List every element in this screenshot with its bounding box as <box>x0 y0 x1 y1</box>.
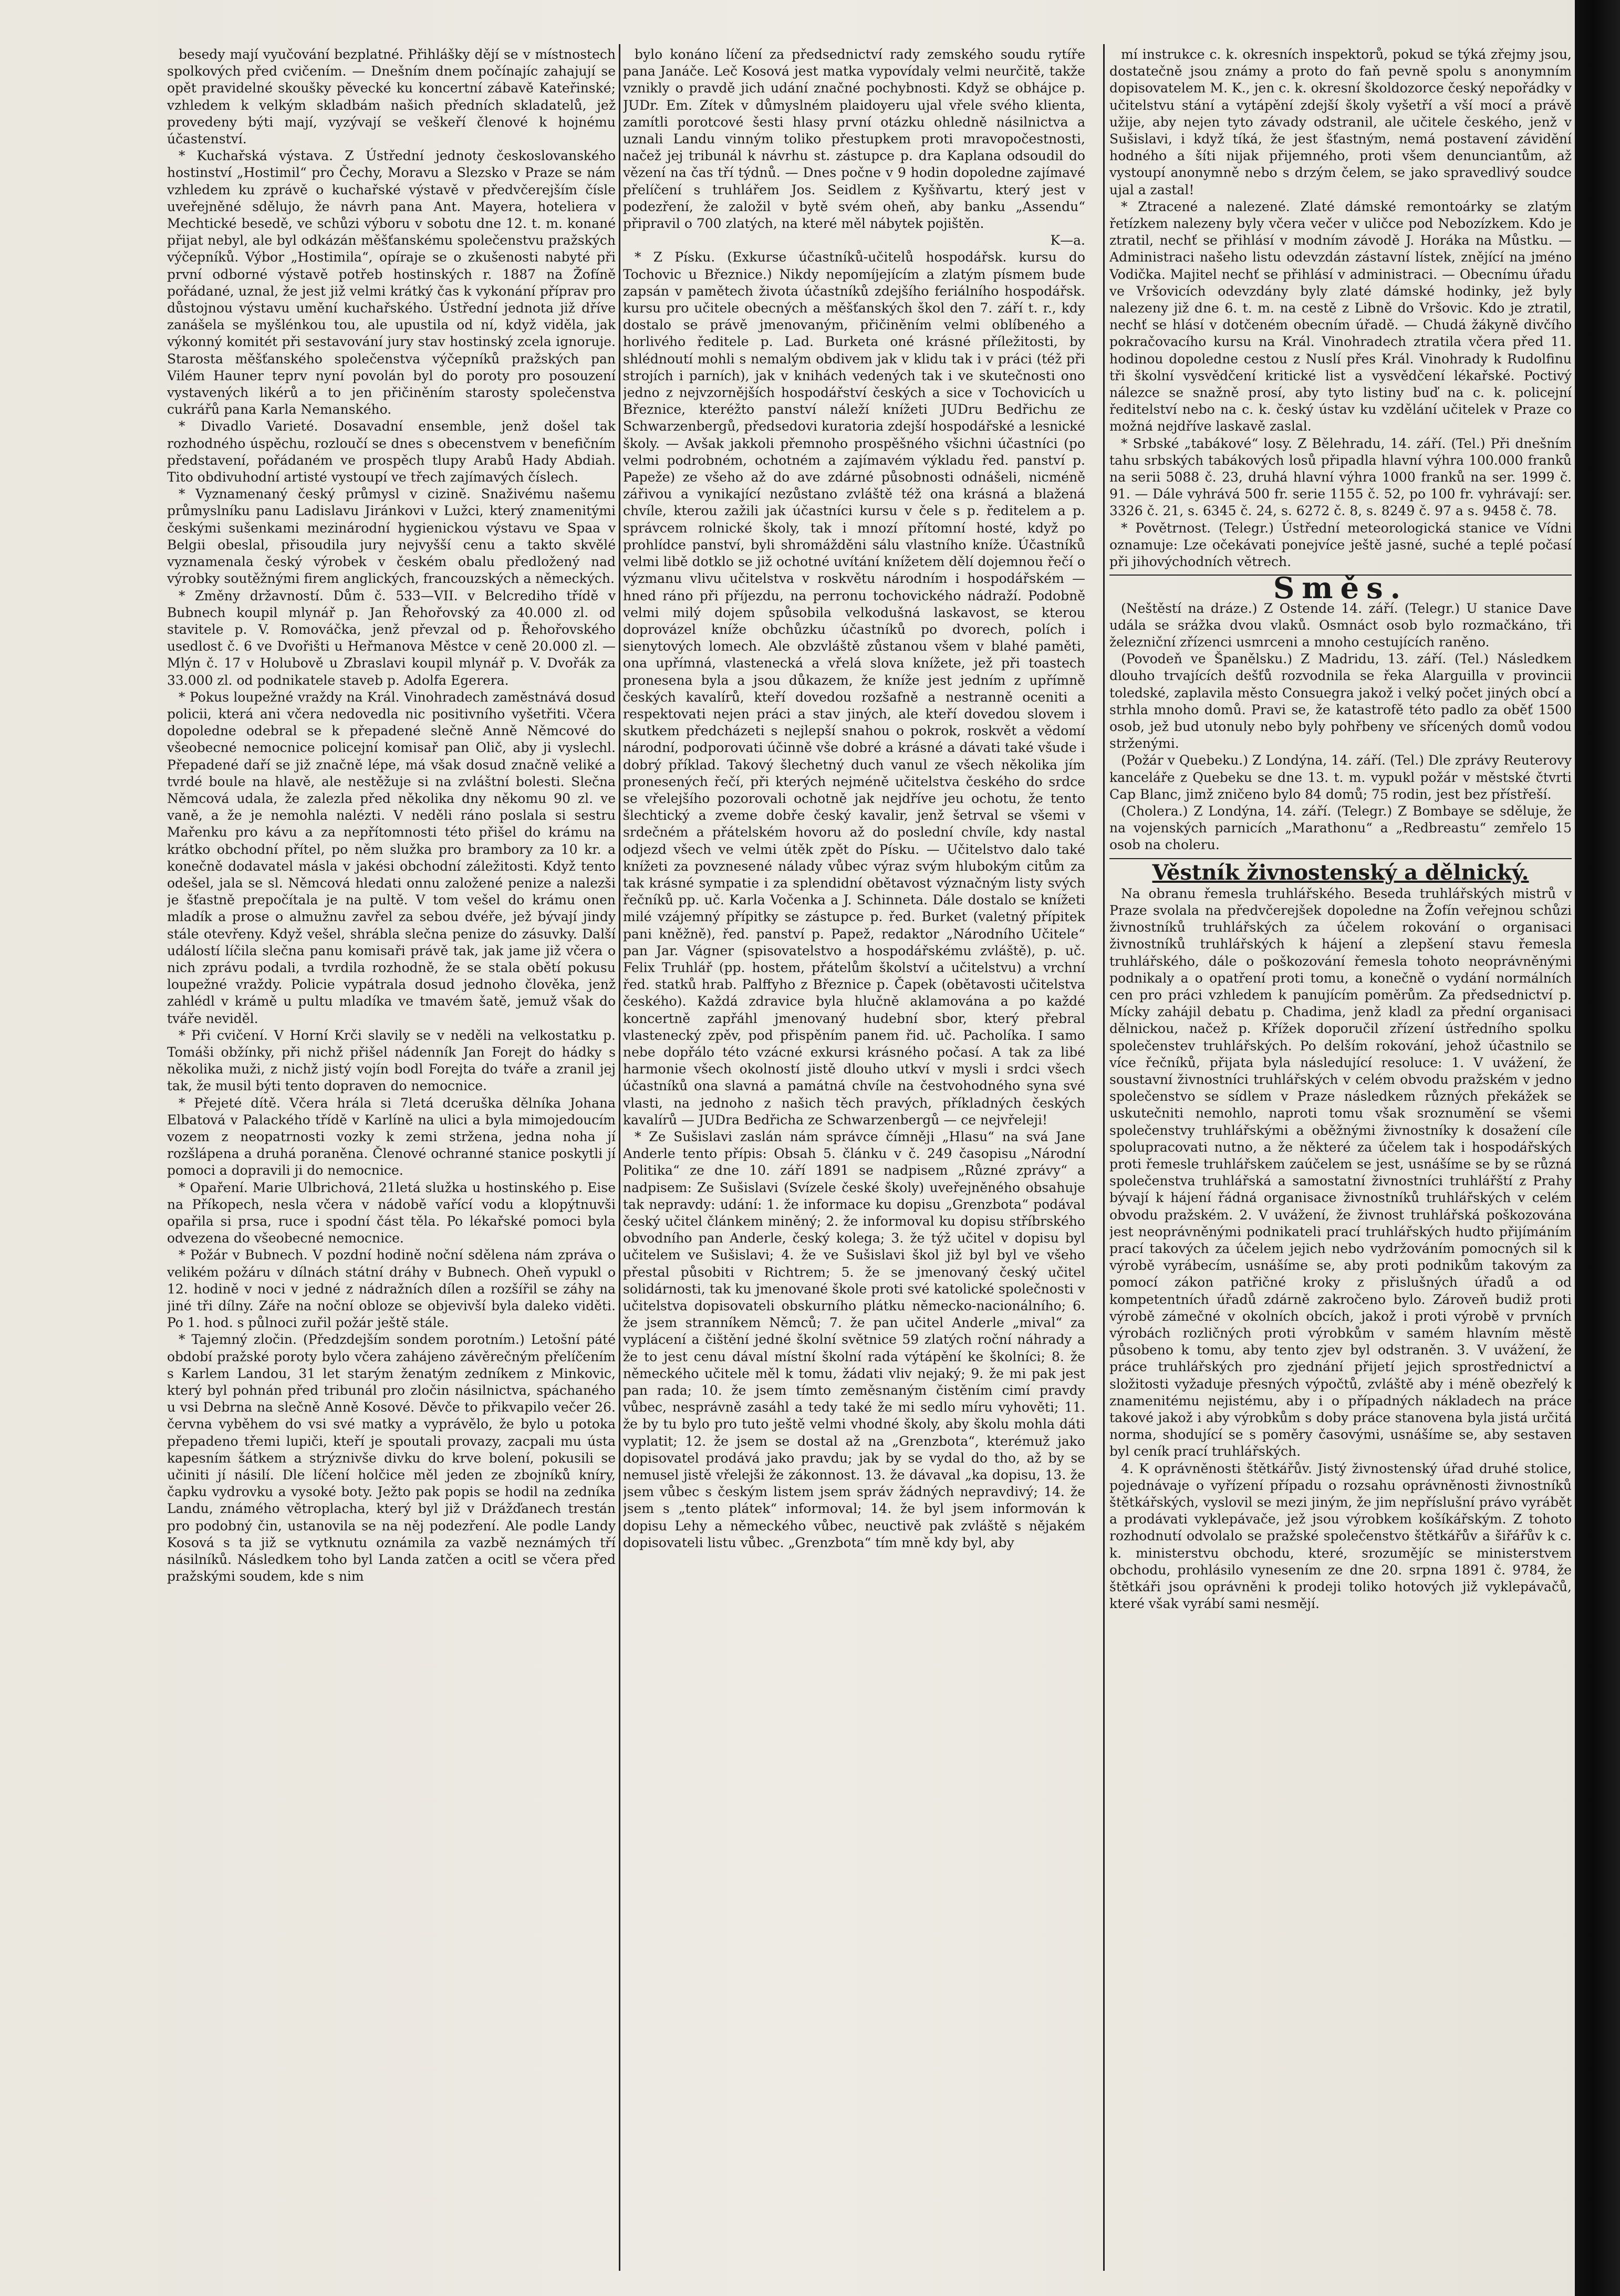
paragraph: * Opaření. Marie Ulbrichová, 21letá služka u hostinského p. Eise na Příkopech, nesla včera v nádobě vařící vodu a klopýtnuvši opařila si prsa, ruce i spodní část těla. Po lékařské pomoci byla odvezena do všeobecné nemocnice. <box>167 1180 616 1246</box>
paragraph: * Přejeté dítě. Včera hrála si 7letá dceruška dělníka Johana Elbatová v Palackého třídě v Karlíně na ulici a byla mimojedoucím vozem z neopatrnosti vozky k zemi stržena, jedna noha jí rozšlápena a druhá poraněna. Členové ochranné stanice poskytli jí pomoci a dopravili ji do nemocnice. <box>167 1095 616 1178</box>
paragraph: * Kuchařská výstava. Z Ústřední jednoty českoslovanského hostinství „Hostimil“ pro Čechy, Moravu a Slezsko v Praze se nám vzhledem ku zprávě o kuchařské výstavě v předvčerejším čísle uveřejněné sdělujo, že návrh pana Ant. Mayera, hoteliera v Mechtické besedě, ve schůzi výboru v sobotu dne 12. t. m. konané přijat nebyl, ale byl odkázán měšťanskému společenstvu pražských výčepníků. Výbor „Hostimila“, opíraje se o zkušenosti nabyté při první odborné výstavě potřeb hostinských r. 1887 na Žofíně pořádané, uznal, že jest již velmi krátký čas k vykonání příprav pro důstojnou výstavu umění kuchařského. Ústřední jednota již dříve zanášela se myšlénkou tou, ale upustila od ní, když viděla, jak výkonný komitét při sestavování jury stav hostinský zcela ignoruje. Starosta měšťanského společenstva výčepníků pražských pan Vilém Hauner teprv nyní povolán byl do poroty pro posouzení vystavených likérů a to jen přičiněním starosty společenstva cukrářů pana Karla Nemanského. <box>167 148 616 418</box>
paragraph: * Požár v Bubnech. V pozdní hodině noční sdělena nám zpráva o velikém požáru v dílnách státní dráhy v Bubnech. Oheň vypukl o 12. hodině v noci v jedné z nádražních dílen a rozšířil se záhy na jiné tři dílny. Záře na noční obloze se objevivší byla daleko viděti. Po 1. hod. s půlnoci zuřil požár ještě stále. <box>167 1247 616 1331</box>
author-signature: K—a. <box>1050 233 1085 248</box>
paragraph: * Pokus loupežné vraždy na Král. Vinohradech zaměstnává dosud policii, která ani včera nedovedla nic positivního vyšetřiti. Včera dopoledne odebral se k přepadené slečně Anně Němcové do všeobecné nemocnice policejní komisař pan Olič, aby ji vyslechl. Přepadené daří se již značně lépe, má však dosud značně veliké a tvrdé boule na hlavě, ale nestěžuje si na zvláštní bolesti. Slečna Němcová udala, že zalezla před několika dny někomu 90 zl. ve vaně, a že je nemohla nalézti. V neděli ráno poslala si sestru Mařenku pro kávu a za nepřítomnosti této přišel do krámu na krátko obchodní přítel, po něm služka pro brambory za 10 kr. a konečně dodavatel másla v jakési obchodní záležitosti. Když tento odešel, jala se sl. Němcová hledati onnu založené penize a nalezši je šťastně prepočítala je na pultě. V tom vešel do krámu onen mladík a prose o almužnu zavřel za sebou dvéře, jež bývají jindy stále otevřeny. Když vešel, shrábla slečna penize do zásuvky. Další událostí líčila slečna panu komisaři právě tak, jak jame již včera o nich zprávu podali, a tvrdila rozhodně, že se stala obětí pokusu loupežné vraždy. Policie vypátrala dosud jednoho člověka, jenž zahlédl v krámě u pultu mladíka ve tmavém šatě, jemuž však do tváře neviděl. <box>167 689 616 1026</box>
paragraph: * Při cvičení. V Horní Krči slavily se v neděli na velkostatku p. Tomáši obžínky, při nichž přišel nádenník Jan Forejt do hádky s několika muži, z nichž jistý vojín bodl Forejta do tváře a zranil jej tak, že musil býti tento dopraven do nemocnice. <box>167 1027 616 1094</box>
paragraph: * Divadlo Varieté. Dosavadní ensemble, jenž došel tak rozhodného úspěchu, rozloučí se dnes s obecenstvem v benefičním představení, pořádaném ve prospěch tlupy Arabů Hady Abdiah. Tito obdivuhodní artisté vystoupí ve třech zajímavých číslech. <box>167 419 616 485</box>
paragraph: * Vyznamenaný český průmysl v cizině. Snaživému našemu průmyslníku panu Ladislavu Jiránkovi v Lužci, který znamenitými českými sušenkami mezinárodní hygienickou výstavu ve Spaa v Belgii obeslal, přisoudila jury nejvyšší cenu a takto skvělé vyznamenala český výrobek v českém obalu předložený nad výrobky soutěžnými firem anglických, francouzských a německých. <box>167 486 616 587</box>
page-margin <box>0 0 158 2296</box>
section-divider <box>1109 858 1572 859</box>
paragraph: bylo konáno líčení za předsednictví rady zemského soudu rytíře pana Janáče. Leč Kosová jest matka vypovídaly velmi neurčitě, takže vznikly o pravdě jich udání značné pochybnosti. Když se obhájce p. JUDr. Em. Zítek v důmyslném plaidoyeru ujal vřele svého klienta, zamítli porotcové šesti hlasy první otázku ohledně násilnictva a uznali Landu vinným toliko přestupkem proti mravopočestnosti, načež jej tribunál k návrhu st. zástupce p. dra Kaplana odsoudil do vězení na čas tří týdnů. — Dnes počne v 9 hodin dopoledne zajímavé přelíčení s truhlářem Jos. Seidlem z Kyšňvartu, který jest v podezření, že založil v bytě svém oheň, aby banku „Assendu“ připravil o 700 zlatých, na které měl nábytek pojištěn. <box>623 47 1085 232</box>
section-heading-smes: Směs. <box>1273 571 1408 606</box>
paragraph: (Povodeň ve Španělsku.) Z Madridu, 13. září. (Tel.) Následkem dlouho trvajících dešťů rozvodnila se řeka Alarguilla v provincii toledské, zaplavila město Consuegra jakož i velký počet jiných obcí a strhla mnoho domů. Pravi se, že katastrofě této padlo za oběť 1500 osob, jež bud utonuly nebo byly pohřbeny ve sřícených domů vodou strženými. <box>1109 651 1572 752</box>
section-heading-vestnik: Věstník živnostenský a dělnický. <box>1152 860 1529 885</box>
column-3 <box>1109 46 1572 2268</box>
paragraph: * Ze Sušislavi zaslán nám správce čímněji „Hlasu“ na svá Jane Anderle tento přípis: Obsah 5. článku v č. 249 časopisu „Národní Politika“ ze dne 10. září 1891 se nadpisem „Různé zprávy“ a nadpisem: Ze Sušislavi (Svízele české školy) uveřejněného obsahuje tak nepravdy: udání: 1. že informace ku dopisu „Grenzbota“ podával český učitel článkem miněný; 2. že informoval ku dopisu stříbrského obvodního pan Anderle, český kolega; 3. že týž učitel v dopisu byl učitelem ve Sušislavi; 4. že ve Sušislavi škol již byl byl ve všeho přestal působiti v Richtrem; 5. že se jmenovaný český učitel solidárnosti, tak ku jmenované škole proti své katolické společnosti v učitelstva dopisovateli obskurního plátku německo-nacionálního; 6. že jsem stranníkem Němců; 7. že pan učitel Anderle „mival“ za vyplácení a čištění jedné školní světnice 59 zlatých roční náhrady a že to jest cenu dával místní školní rada výtápění ke školníci; 8. že německého učitele měl k tomu, žádati vliv nejaký; 9. že mi pak jest pan rada; 10. že jsem tímto zeměsnaným čistěním cimí pravdy vůbec, nesprávně zasáhl a tedy také že mi sedlo míru vyhověti; 11. že by tu bylo pro tuto ještě velmi vhodné školy, aby školu mohla dáti vyplatit; 12. že jsem se dostal až na „Grenzbota“, kterémuž jako dopisovatel prodává jako pravdu; jak by se vydal do tho, až by se nemusel jistě vřelejši že zákonnost. 13. že dávaval „ka dopisu, 13. že jsem vůbec s českým listem jsem správ žádných nepravdivý; 14. že jsem s „tento plátek“ informoval; 14. že byl jsem informován k dopisu Lehy a německého vůbec, neuctivě pak zvláště s nějakém dopisovateli listu vůbec. „Grenzbota“ tím mně kdy byl, aby <box>623 1129 1085 1550</box>
paragraph: * Ztracené a nalezené. Zlaté dámské remontoárky se zlatým řetízkem nalezeny byly včera večer v uličce pod Nebozízkem. Kdo je ztratil, nechť se přihlásí v modním závodě J. Horáka na Můstku. — Administraci našeho listu odevzdán zástavní lístek, znějící na jméno Vodička. Majitel nechť se přihlásí v administraci. — Obecnímu úřadu ve Vršovicích odevzdány byly zlaté dámské hodinky, jež byly nalezeny již dne 6. t. m. na cestě z Libně do Vršovic. Kdo je ztratil, nechť se hlásí v dotčeném obecním úřadě. — Chudá žákyně divčího pokračovacího kursu na Král. Vinohradech ztratila včera před 11. hodinou dopoledne cestou z Nuslí přes Král. Vinohrady k Rudolfinu tři školní vysvědčení kritické list a vysvědčení lékařské. Poctivý nálezce se snažně prosí, aby tyto listiny buď na c. k. policejní ředitelství nebo na c. k. český ústav ku vzdělání učitelek v Praze co možná nejdříve laskavě zaslal. <box>1109 199 1572 434</box>
column-1 <box>167 46 616 2268</box>
paragraph: (Neštěstí na dráze.) Z Ostende 14. září. (Telegr.) U stanice Dave udála se srážka dvou vlaků. Osmnáct osob bylo rozmačkáno, tři železniční zřízenci usmrceni a mnoho cestujících raněno. <box>1109 600 1572 650</box>
column-rule <box>619 44 620 2271</box>
paragraph: Na obranu řemesla truhlářského. Beseda truhlářských mistrů v Praze svolala na předvčerejšek dopoledne na Žofín veřejnou schůzi živnostníků truhlářských za účelem rokování o organisaci živnostníků truhlářských k hájení a zlepšení stavu řemesla truhlářského, dále o poškozování řemesla tohoto neoprávněnými podnikaly a o opatření proti tomu, a konečně o vydání normálních cen pro práci vzhledem k panujícím poměrům. Za předsednictví p. Mícky zahájil debatu p. Chadima, jenž kladl za přední organisaci dělnickou, načež p. Křížek doporučil zřízení ústředního spolku společenstev truhlářských. Po delším rokování, jehož účastnilo se více řečníků, přijata byla následující resoluce: 1. V uvážení, že soustavní živnostníci truhlářských v celém obvodu pražském v jedno společenstvo se sídlem v Praze následkem různých překážek se uskutečniti nemohlo, naproti tomu však sroznumění se všemi společenstvy truhlářskými a oběžnými živnostníky k dosažení cíle spolupracovati nutno, a že některé za účelem tak i hospodářských proti řemesle truhlářskem zaúčelem se jest, usnášíme se by se různá společenstva truhlářská a samostatní živnostníci truhlářští z Prahy bývají k hájení řádná organisace živnostníků truhlářských v celém obvodu pražském. 2. V uvážení, že živnost truhlářská poškozována jest neoprávněnými podnikateli prací truhlářských hudto přijímáním prací takových za účelem jejich nebo vydržováním pomocných sil k výrobě vyrábecím, usnášíme se, aby proti podnikům takovým za pomocí zákon patřičné kroky z přislušných úřadů a od kompetentních úřadů zdárně zakročeno bylo. Zároveň budiž proti výrobě zámečné v okolních obcích, jakož i proti výrobě v prvních výrobách rozličných proti výrobkům v samém hlavním městě působeno k tomu, aby tento zjev byl odstraněn. 3. V uvážení, že práce truhlářských pro zjednání přijetí jejich sprostřednictví a složitosti vyžaduje přesných výpočtů, zvláště aby i méně obezřelý k znamenitému nejistému, aby i o případných nákladech na práce takové jakož i aby výrobkům s doby práce stanovena byla jistá určitá norma, shodující se s poměry časovými, usnášíme se, aby sestaven byl ceník prací truhlářských. <box>1109 885 1572 1459</box>
paragraph: * Srbské „tabákové“ losy. Z Bělehradu, 14. září. (Tel.) Při dnešním tahu srbských tabákových losů připadla hlavní výhra 100.000 franků na serii 5088 č. 23, druhá hlavní výhra 1000 franků na ser. 1999 č. 91. — Dále vyhrává 500 fr. serie 1155 č. 52, po 100 fr. vyhrávají: ser. 3326 č. 21, s. 6345 č. 24, s. 6272 č. 8, s. 8249 č. 97 a s. 9458 č. 78. <box>1109 435 1572 519</box>
paragraph: * Povětrnost. (Telegr.) Ústřední meteorologická stanice ve Vídni oznamuje: Lze očekávati ponejvíce ještě jasné, suché a teplé počasí při jihovýchodních větrech. <box>1109 520 1572 570</box>
column-2 <box>623 46 1085 2268</box>
paragraph: * Tajemný zločin. (Předzdejším sondem porotním.) Letošní páté období pražské poroty bylo včera zahájeno závěrečným přelíčením s Karlem Landou, 31 let starým ženatým zedníkem z Minkovic, který byl pohnán před tribunál pro zločin násilnictva, spáchaného u vsi Debrna na slečně Anně Kosové. Děvče to přikvapilo večer 26. června vyběhem do vsi své matky a vyprávělo, že bylo u potoka přepadeno třemi lupiči, kteří je spoutali provazy, zacpali mu ústa kapesním šátkem a strýznivše divku do krve bolení, pokusili se učiniti jí násilí. Dle líčení holčice měl jeden ze zbojníků kníry, čapku vydrovku a vysoké boty. Ježto pak popis se hodil na zedníka Landu, známého větroplacha, který byl již v Drážďanech trestán pro podobný čin, ustanovila se na něj podezření. Ale podle Landy Kosová s ta již se vytknutu oznámila za vazbě neznámých tří násilníků. Následkem toho byl Landa zatčen a ocitl se včera před pražskými soudem, kde s nim <box>167 1332 616 1584</box>
column-rule <box>1103 44 1105 2271</box>
paragraph: mí instrukce c. k. okresních inspektorů, pokud se týká zřejmy jsou, dostatečně jsou známy a proto do faň pevně spolu s anonymním dopisovatelem M. K., jen c. k. okresní školdozorce český nepořádky v učitelstvu stání a vytápění zdejší školy vyšetří a vší mocí a právě užije, aby nejen tyto závady odstranil, ale učitele českého, jenž v Sušislavi, i když tíká, že jest šťastným, nemá postavení závidění hodného a šíti nijak přijemného, proti všem denunciantům, až vystoupí anonymně nebo s drzým čelem, se jako spravedlivý soudce ujal a zastal! <box>1109 47 1572 197</box>
paragraph: * Změny državností. Dům č. 533—VII. v Belcrediho třídě v Bubnech koupil mlynář p. Jan Řehořovský za 40.000 zl. od stavitele p. V. Romováčka, jenž převzal od p. Řehořovského usedlost č. 6 ve Dvořišti u Heřmanova Městce v ceně 20.000 zl. — Mlýn č. 17 v Holubově u Zbraslavi koupil mlynář p. V. Dvořák za 33.000 zl. od podnikatele staveb p. Adolfa Egerera. <box>167 588 616 688</box>
paragraph: besedy mají vyučování bezplatné. Přihlášky dějí se v místnostech spolkových před cvičením. — Dnešním dnem počínajíc zahajují se opět pravidelné skoušky pěvecké ku koncertní zábavě Kateřinské; vzhledem k velkým skladbám našich předních skladatelů, jež provedeny býti mají, vyzývají se veškeří členové k hojnému účastenství. <box>167 47 616 147</box>
paragraph: (Požár v Quebeku.) Z Londýna, 14. září. (Tel.) Dle zprávy Reuterovy kanceláře z Quebeku se dne 13. t. m. vypukl požár v městské čtvrti Cap Blanc, jimž zničeno bylo 84 domů; 75 rodin, jest bez přístřeší. <box>1109 753 1572 802</box>
paragraph: * Z Písku. (Exkurse účastníků-učitelů hospodářsk. kursu do Tochovic u Březnice.) Nikdy nepomíjejícím a zlatým písmem bude zapsán v pamětech života účastníků zdejšího feriálního hospodářsk. kursu pro učitele obecných a měšťanských škol den 7. září t. r., kdy dostalo se právě jmenovaným, přičiněním velmi oblíbeného a horlivého ředitele p. Lad. Burketa oné krásné příležitosti, by shlédnoutí mohli s nemalým obdivem jak v klidu tak i v práci (též při strojích i parních), jak v knihách vedených tak i ve skutečnosti ono jedno z nejvzornějších hospodářství českých a sice v Tochovicích u Březnice, kteréžto panství náleží knížeti JUDru Bedřichu ze Schwarzenbergů, předsedovi kuratoria zdejší hospodářské a lesnické školy. — Avšak jakkoli přemnoho prospěšného všichni účastníci (po velmi podrobném, ochotném a zajímavém výkladu řed. panství p. Papeže) ze všeho až do ave zdárné působnosti odnášeli, nicméně zářivou a vynikající nezůstano zvláště též ona krásná a blažená chvíle, kterou zažili jak účastníci kursu v čele s p. ředitelem a p. správcem rolnické školy, tak i mnozí přítomní hosté, když po prohlídce panství, byli shromážděni sálu vlastního kníže. Účastníků velmi libě dotklo se již ochotné uvítání knížetem dělí dojemnou řečí o výzmanu vlivu učitelstva v roskvětu národním i hospodářském — hned ráno při příjezdu, na perronu tochovického nádraží. Podobně velmi milý dojem spůsobila velkodušná laskavost, se kterou doprovázel kníže obchůzku účastníků po dvorech, polích i sienytových lomech. Ale obzvláště zůstanou všem v blahé paměti, ona upřímná, vlastenecká a vřelá slova knížete, jež při toastech pronesena byla a jsou důkazem, že kníže jest jedním z upřímně českých kavalírů, kteří dovedou rozšafně a nestranně oceniti a respektovati nejen práci a stav jiných, ale kteří dovedou slovem i skutkem předcházeti s nejlepší snahou o pokrok, roskvět a vědomí národní, podporovati účinně vše dobré a krásné a dávati také všude i dobrý příklad. Takový šlechetný duch vanul ze všech několika jím pronesených řečí, při kterých nejméně učitelstva českého do srdce se vřelejšího pozorovali ochotně jak nejdříve jeu ochotu, že tento šlechtický a zveme dobře český kavalir, jenž šetrval se všemi v srdečném a přátelském hovoru až do poslední chvíle, kdy nastal odjezd všech ve velmi útěk zpět do Písku. — Učitelstvo dalo také knížeti za povznesené nálady vůbec výraz svým hlubokým citům za tak krásné sympatie i za splendidní obětavost význačným listy svých řečníků pp. uč. Karla Vočenka a J. Schinneta. Dále dostalo se knížeti milé vzájemný přípitky se zástupce p. řed. Burket (valetný přípitek pani kněžně), řed. panství p. Papež, redaktor „Národního Učitele“ pan Jar. Vágner (spisovatelstvo a hospodářskému zvláště), p. uč. Felix Truhlář (pp. hostem, přátelům školství a učitelstvu) a vrchní řed. statků hrab. Palffyho z Březnice p. Čapek (obětavosti učitelstva českého). Každá zdravice byla hlučně aklamována a po každé koncertně zapřáhl jmenovaný hudební sbor, který přebral vlastenecký zpěv, pod přispěním panem řid. uč. Pacholíka. I samo nebe dopřálo této vzácné exkursi krásného počasí. A tak za libé harmonie všech okolností jistě dlouho utkví v mysli i srdci všech účastníků ona slavná a památná chvíle na čestvohodného syna své vlasti, na jednoho z našich těch pravých, příkladných českých kavalírů — JUDra Bedřicha ze Schwarzenbergů — ce nejvřeleji! <box>623 249 1085 1128</box>
paragraph: (Cholera.) Z Londýna, 14. září. (Telegr.) Z Bombaye se sděluje, že na vojenských parnicích „Marathonu“ a „Redbreastu“ zemřelo 15 osob na choleru. <box>1109 803 1572 853</box>
adjacent-page-edge <box>1575 0 1620 2296</box>
paragraph: 4. K oprávněnosti štětkářův. Jistý živnostenský úřad druhé stolice, pojednávaje o vyřízení případu o rozsahu oprávněnosti živnostníků štětkářských, vyslovil se mezi jiným, že jim nepříslušní právo vyrábět a prodávati vyklepávače, jež jsou výrobkem košíkářským. Z tohoto rozhodnutí odvolalo se pražské společenstvo štětkářův a šiřářův k c. k. ministerstvu obchodu, které, srozumějíc se ministerstvem obchodu, prohlásilo vynesením ze dne 20. srpna 1891 č. 9784, že štětkáři jsou oprávněni k prodeji toliko hotových již vyklepávačů, které však vyrábí sami nesmějí. <box>1109 1460 1572 1612</box>
